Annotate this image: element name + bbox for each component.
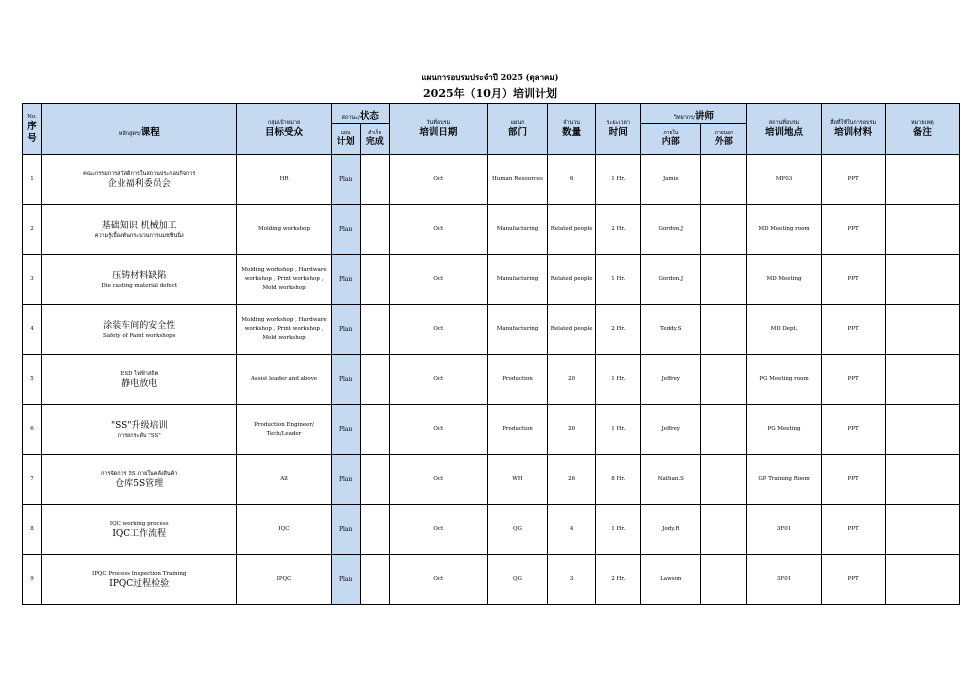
header-location [747, 104, 821, 155]
cell-course [42, 255, 237, 305]
cell-external [701, 355, 747, 405]
cell-date: Oct [389, 555, 487, 605]
cell-internal: Jamie [641, 155, 701, 205]
header-target-title: 目标受众 [265, 126, 304, 138]
cell-plan: Plan [331, 405, 360, 455]
cell-done [360, 555, 389, 605]
header-time-label: ระยะเวลา [606, 119, 630, 126]
cell-location: GP Training Room [747, 455, 821, 505]
header-date-label: วันที่อบรม [426, 119, 451, 126]
cell-quantity: 20 [548, 405, 596, 455]
cell-internal: Teddy.S [641, 305, 701, 355]
header-no-label: No. [27, 113, 37, 120]
header-date-title: 培训日期 [419, 126, 458, 138]
cell-department: QG [487, 555, 547, 605]
cell-remark [885, 505, 959, 555]
course-thai: คณะกรรมการสวัสดิการในสถานประกอบกิจการ [83, 170, 196, 177]
table-row [23, 255, 960, 305]
table-row [23, 155, 960, 205]
cell-time: 1 Hr. [596, 505, 641, 555]
cell-internal: Lawson [641, 555, 701, 605]
cell-no: 2 [23, 205, 42, 255]
cell-external [701, 155, 747, 205]
table-row [23, 455, 960, 505]
header-internal [641, 124, 701, 155]
cell-quantity: 26 [548, 455, 596, 505]
cell-quantity: 4 [548, 505, 596, 555]
table-row [23, 205, 960, 255]
cell-time: 2 Hr. [596, 305, 641, 355]
course-english: IPQC Process Inspection Training [92, 570, 187, 577]
header-done-label: สำเร็จ [368, 130, 382, 136]
header-external [701, 124, 747, 155]
cell-target: All [237, 455, 331, 505]
course-chinese: "SS"升级培训 [111, 420, 168, 431]
cell-no: 4 [23, 305, 42, 355]
cell-internal: Gordon.J [641, 255, 701, 305]
header-no-title: 序号 [27, 120, 37, 144]
header-internal-label: ภายใน [663, 130, 679, 136]
training-plan-table [22, 103, 960, 605]
cell-no: 1 [23, 155, 42, 205]
table-row [23, 555, 960, 605]
cell-course [42, 205, 237, 255]
header-location-title: 培训地点 [765, 126, 804, 138]
header-plan [331, 124, 360, 155]
cell-no: 5 [23, 355, 42, 405]
cell-target: Production Engineer/ Tech/Leader [237, 405, 331, 455]
cell-plan: Plan [331, 205, 360, 255]
cell-no: 7 [23, 455, 42, 505]
cell-remark [885, 305, 959, 355]
header-no [23, 104, 42, 155]
cell-material: PPT [821, 305, 885, 355]
cell-done [360, 155, 389, 205]
course-english: Die casting material defect [101, 282, 178, 289]
table-row [23, 505, 960, 555]
header-status-title: 状态 [359, 111, 379, 122]
course-thai: ความรู้เบื้องต้นกระบวนการแมชชินนิ่ง [94, 232, 184, 239]
cell-done [360, 505, 389, 555]
header-lecturer [641, 104, 747, 124]
cell-plan: Plan [331, 505, 360, 555]
cell-location: MD Dept. [747, 305, 821, 355]
header-course-label: หลักสูตร/ [118, 130, 141, 137]
cell-remark [885, 555, 959, 605]
cell-internal: Gordon.J [641, 205, 701, 255]
header-lecturer-title: 讲师 [694, 111, 714, 122]
cell-done [360, 205, 389, 255]
cell-material: PPT [821, 405, 885, 455]
course-chinese: IPQC过程检验 [109, 578, 170, 589]
cell-external [701, 455, 747, 505]
cell-no: 6 [23, 405, 42, 455]
header-remark-title: 备注 [912, 126, 932, 138]
cell-done [360, 355, 389, 405]
cell-quantity: Related people [548, 205, 596, 255]
cell-done [360, 455, 389, 505]
cell-time: 2 Hr. [596, 205, 641, 255]
header-quantity [548, 104, 596, 155]
cell-external [701, 305, 747, 355]
cell-target: Molding workshop , Hardware workshop , Print workshop , Mold workshop [237, 255, 331, 305]
course-chinese: 基础知识 机械加工 [101, 220, 177, 231]
cell-course [42, 305, 237, 355]
cell-external [701, 405, 747, 455]
header-department-label: แผนก [510, 119, 525, 126]
cell-time: 1 Hr. [596, 255, 641, 305]
cell-external [701, 205, 747, 255]
cell-external [701, 255, 747, 305]
cell-external [701, 505, 747, 555]
cell-course [42, 555, 237, 605]
cell-date: Oct [389, 405, 487, 455]
cell-remark [885, 355, 959, 405]
cell-material: PPT [821, 555, 885, 605]
header-course-title: 课程 [140, 126, 160, 138]
header-course [42, 104, 237, 155]
cell-quantity: Related people [548, 305, 596, 355]
header-department [487, 104, 547, 155]
cell-internal: Nathan.S [641, 455, 701, 505]
cell-target: HR [237, 155, 331, 205]
cell-material: PPT [821, 255, 885, 305]
document-title-thai: แผนการอบรมประจำปี 2025 (ตุลาคม) [421, 72, 559, 82]
cell-plan: Plan [331, 555, 360, 605]
cell-plan: Plan [331, 455, 360, 505]
cell-location: MF03 [747, 155, 821, 205]
header-quantity-label: จำนวน [563, 119, 581, 126]
header-done-title: 完成 [365, 137, 384, 147]
cell-material: PPT [821, 155, 885, 205]
header-external-label: ภายนอก [714, 130, 734, 136]
cell-no: 8 [23, 505, 42, 555]
cell-location: PG Meeting [747, 405, 821, 455]
cell-target: Molding workshop , Hardware workshop , Print workshop , Mold workshop [237, 305, 331, 355]
course-chinese: 仓库5S管理 [115, 478, 164, 489]
cell-department: Manufacturing [487, 205, 547, 255]
cell-internal: Jeffrey [641, 405, 701, 455]
cell-no: 9 [23, 555, 42, 605]
cell-location: PG Meeting room [747, 355, 821, 405]
cell-quantity: Related people [548, 255, 596, 305]
cell-time: 1 Hr. [596, 155, 641, 205]
cell-remark [885, 155, 959, 205]
course-chinese: 涂装车间的安全性 [103, 320, 176, 331]
cell-target: IPQC [237, 555, 331, 605]
document-title-chinese: 2025年（10月）培训计划 [423, 87, 557, 100]
cell-remark [885, 255, 959, 305]
cell-quantity: 3 [548, 555, 596, 605]
cell-no: 3 [23, 255, 42, 305]
cell-plan: Plan [331, 355, 360, 405]
cell-location: MD Meeting [747, 255, 821, 305]
cell-plan: Plan [331, 305, 360, 355]
table-row [23, 305, 960, 355]
header-done [360, 124, 389, 155]
cell-time: 2 Hr. [596, 555, 641, 605]
cell-department: Human Resources [487, 155, 547, 205]
header-time [596, 104, 641, 155]
cell-remark [885, 405, 959, 455]
course-chinese: 静电放电 [121, 378, 158, 389]
header-external-title: 外部 [714, 137, 733, 147]
cell-remark [885, 455, 959, 505]
cell-time: 1 Hr. [596, 405, 641, 455]
cell-target: Assist leader and above [237, 355, 331, 405]
cell-material: PPT [821, 455, 885, 505]
header-target-label: กลุ่มเป้าหมาย [267, 119, 301, 126]
course-english: IQC working process [109, 520, 169, 527]
cell-done [360, 255, 389, 305]
course-thai: การยกระดับ "SS" [117, 432, 161, 439]
cell-course [42, 155, 237, 205]
header-plan-label: แผน [340, 130, 351, 136]
header-internal-title: 内部 [661, 137, 680, 147]
cell-course [42, 355, 237, 405]
cell-done [360, 305, 389, 355]
cell-material: PPT [821, 205, 885, 255]
cell-date: Oct [389, 155, 487, 205]
table-row [23, 355, 960, 405]
cell-date: Oct [389, 505, 487, 555]
cell-course [42, 405, 237, 455]
cell-quantity: 6 [548, 155, 596, 205]
cell-date: Oct [389, 255, 487, 305]
header-lecturer-label: วิทยากร/ [673, 115, 695, 121]
header-target [237, 104, 331, 155]
cell-plan: Plan [331, 255, 360, 305]
cell-remark [885, 205, 959, 255]
course-english: Safety of Paint workshops [102, 332, 176, 339]
cell-target: IQC [237, 505, 331, 555]
header-remark-label: หมายเหตุ [911, 119, 934, 126]
cell-material: PPT [821, 355, 885, 405]
cell-department: Production [487, 405, 547, 455]
header-location-label: สถานที่อบรม [768, 119, 800, 126]
cell-department: Manufacturing [487, 255, 547, 305]
cell-date: Oct [389, 205, 487, 255]
header-plan-title: 计划 [336, 137, 355, 147]
cell-quantity: 20 [548, 355, 596, 405]
cell-department: QG [487, 505, 547, 555]
header-remark [885, 104, 959, 155]
cell-location: MD Meeting room [747, 205, 821, 255]
course-thai: การจัดการ 5S ภายในคลังสินค้า [101, 470, 178, 477]
course-chinese: 企业福利委员会 [107, 178, 171, 189]
cell-date: Oct [389, 355, 487, 405]
cell-material: PPT [821, 505, 885, 555]
table-row [23, 405, 960, 455]
cell-location: 3F01 [747, 505, 821, 555]
header-material-title: 培训材料 [834, 126, 873, 138]
cell-department: Manufacturing [487, 305, 547, 355]
header-material-label: สื่อที่ใช้ในการอบรม [830, 119, 877, 126]
cell-plan: Plan [331, 155, 360, 205]
cell-course [42, 455, 237, 505]
cell-time: 1 Hr. [596, 355, 641, 405]
header-status-label: สถานะ/ [341, 115, 360, 121]
cell-department: WH [487, 455, 547, 505]
course-thai: ESD ไฟฟ้าสถิต [120, 370, 159, 377]
course-chinese: IQC工作流程 [112, 528, 167, 539]
cell-target: Molding workshop [237, 205, 331, 255]
cell-department: Production [487, 355, 547, 405]
cell-course [42, 505, 237, 555]
cell-internal: Jody.R [641, 505, 701, 555]
cell-location: 3F01 [747, 555, 821, 605]
header-department-title: 部门 [507, 126, 527, 138]
header-date [389, 104, 487, 155]
course-chinese: 压铸材料缺陷 [112, 270, 167, 281]
cell-internal: Jeffrey [641, 355, 701, 405]
cell-date: Oct [389, 455, 487, 505]
header-status [331, 104, 389, 124]
cell-date: Oct [389, 305, 487, 355]
header-material [821, 104, 885, 155]
cell-time: 8 Hr. [596, 455, 641, 505]
header-quantity-title: 数量 [562, 126, 582, 138]
cell-external [701, 555, 747, 605]
header-time-title: 时间 [608, 126, 628, 138]
cell-done [360, 405, 389, 455]
